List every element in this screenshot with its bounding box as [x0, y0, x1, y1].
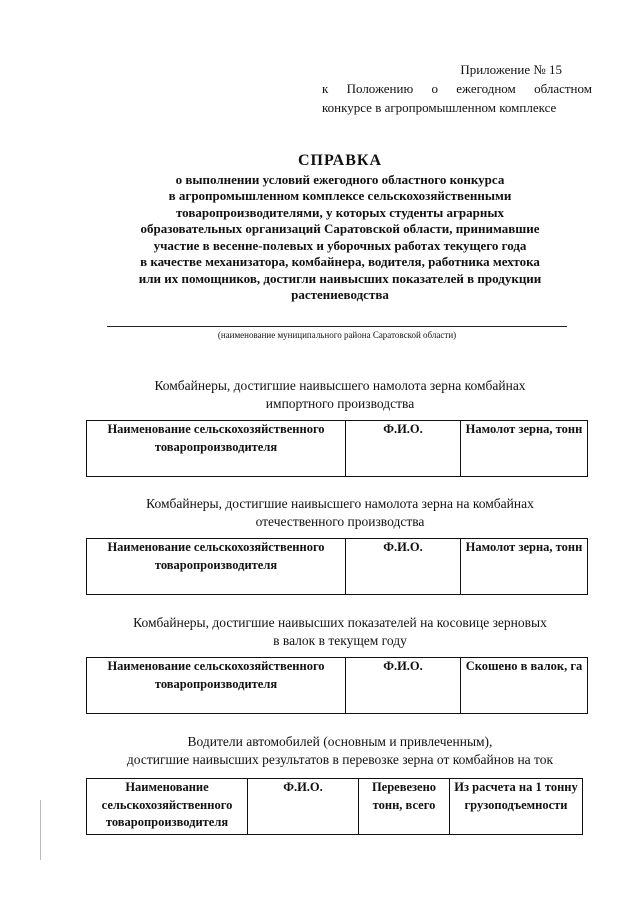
header-grain-threshed: Намолот зерна, тонн	[461, 539, 588, 595]
document-title	[90, 153, 590, 304]
table-row	[87, 658, 588, 714]
table-row	[87, 421, 588, 477]
section-title-line: Комбайнеры, достигшие наивысшего намолота зерна на комбайнах	[146, 496, 534, 511]
appendix-line-2: конкурсе в агропромышленном комплексе	[322, 100, 557, 115]
section-title-line: Водители автомобилей (основным и привлеченным),	[187, 734, 493, 749]
scan-margin-mark	[40, 800, 41, 860]
section-2-title	[60, 495, 620, 531]
section-title-line: достигшие наивысших результатов в перевозке зерна от комбайнов на ток	[126, 752, 554, 767]
header-producer-name: Наименование сельскохозяйственного товаропроизводителя	[87, 421, 346, 477]
header-full-name: Ф.И.О.	[346, 421, 461, 477]
header-per-ton-capacity: Из расчета на 1 тонну грузоподъемности	[450, 779, 583, 835]
municipality-caption: (наименование муниципального района Саратовской области)	[217, 330, 457, 340]
title-heading: СПРАВКА	[297, 152, 383, 169]
header-grain-threshed: Намолот зерна, тонн	[461, 421, 588, 477]
table-row	[87, 779, 583, 835]
section-3-title	[60, 614, 620, 650]
section-4-title	[60, 733, 620, 769]
header-transported-total: Перевезено тонн, всего	[359, 779, 450, 835]
title-line: или их помощников, достигли наивысших показателей в продукции	[138, 270, 542, 286]
title-line: товаропроизводителями, у которых студенты аграрных	[175, 204, 505, 220]
section-title-line: импортного производства	[265, 396, 415, 411]
section-2-table	[86, 538, 588, 595]
title-line: участие в весенне-полевых и уборочных работах текущего года	[153, 237, 527, 253]
section-title-line: Комбайнеры, достигшие наивысших показателей на косовице зерновых	[133, 615, 547, 630]
header-full-name: Ф.И.О.	[248, 779, 359, 835]
header-full-name: Ф.И.О.	[346, 658, 461, 714]
section-1-table	[86, 420, 588, 477]
title-line: растениеводства	[291, 287, 389, 302]
header-producer-name: Наименование сельскохозяйственного товаропроизводителя	[87, 658, 346, 714]
section-title-line: Комбайнеры, достигшие наивысшего намолота зерна комбайнах	[154, 378, 526, 393]
appendix-note	[322, 60, 592, 117]
appendix-line-1: к Положению о ежегодном областном	[322, 81, 592, 96]
section-1-title	[60, 377, 620, 413]
section-title-line: отечественного производства	[255, 514, 425, 529]
title-line: в агропромышленном комплексе сельскохозяйственными	[168, 188, 512, 203]
header-full-name: Ф.И.О.	[346, 539, 461, 595]
title-line: образовательных организаций Саратовской области, принимавшие	[140, 221, 540, 236]
title-line: в качестве механизатора, комбайнера, водителя, работника мехтока	[140, 254, 540, 269]
appendix-number: Приложение № 15	[460, 62, 562, 77]
section-3-table	[86, 657, 588, 714]
header-producer-name: Наименование сельскохозяйственного товаропроизводителя	[87, 539, 346, 595]
table-row	[87, 539, 588, 595]
section-4-table	[86, 778, 583, 835]
title-line: о выполнении условий ежегодного областного конкурса	[175, 171, 505, 187]
section-title-line: в валок в текущем году	[273, 633, 407, 648]
header-producer-name: Наименование сельскохозяйственного товаропроизводителя	[87, 779, 248, 835]
header-mowed-windrow: Скошено в валок, га	[461, 658, 588, 714]
municipality-fill-line	[107, 326, 567, 327]
